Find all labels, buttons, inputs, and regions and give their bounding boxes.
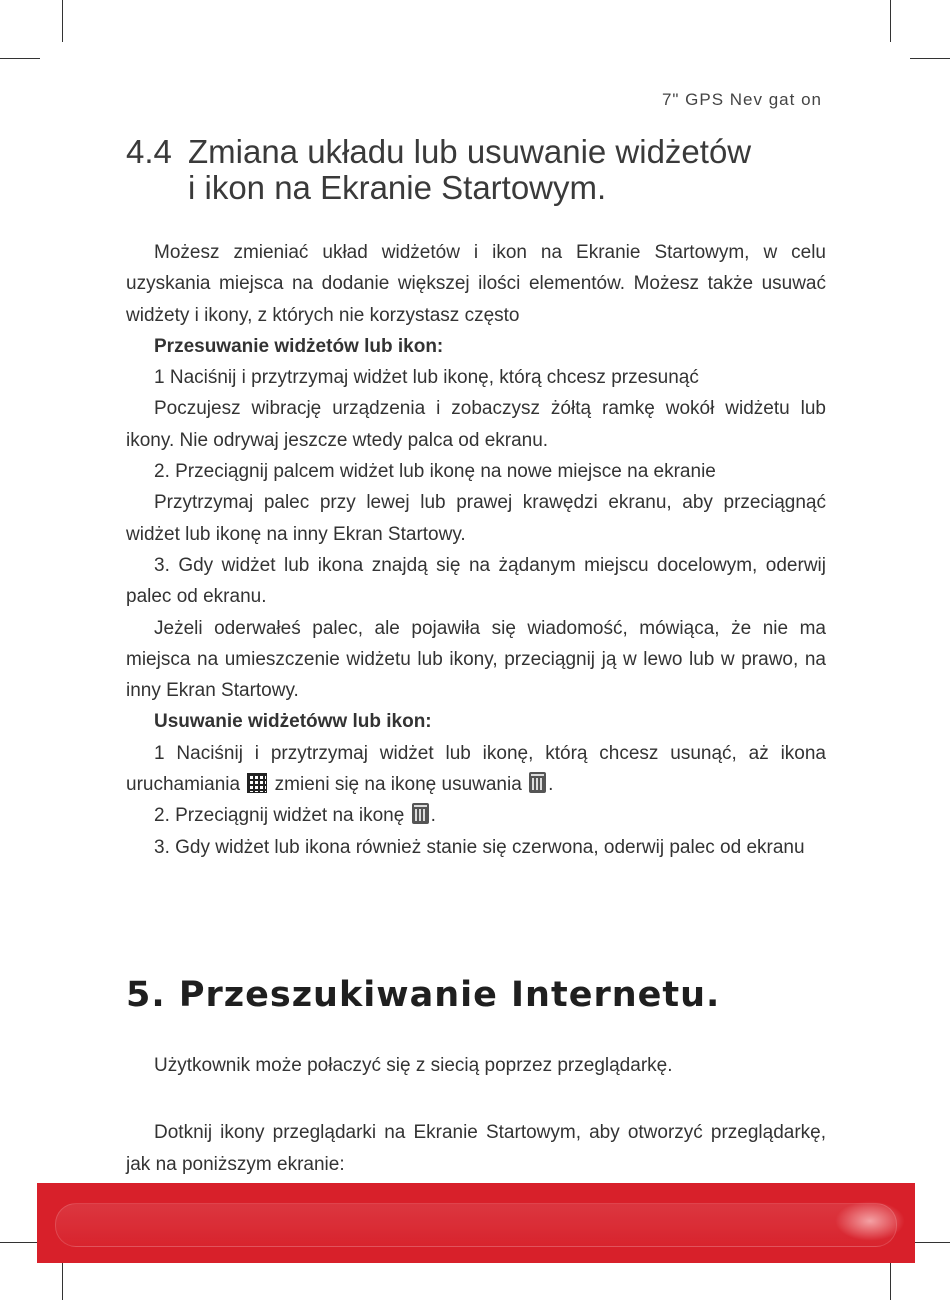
footer-band <box>37 1183 915 1263</box>
move-step-2: 2. Przeciągnij palcem widżet lub ikonę na nowe miejsce na ekranie <box>154 461 716 483</box>
move-step-3-note: Jeżeli oderwałeś palec, ale pojawiła się wiadomość, mówiąca, że nie ma miejsca na umieszczenie widżetu lub ikony, przeciągnij ją w lewo lub w prawo, na inny Ekran Startowy. <box>126 617 826 702</box>
chapter-title: 5. Przeszukiwanie Internetu. <box>126 975 721 1015</box>
remove-step-3: 3. Gdy widżet lub ikona również stanie się czerwona, oderwij palec od ekranu <box>154 836 805 858</box>
intro-paragraph: Możesz zmieniać układ widżetów i ikon na Ekranie Startowym, w celu uzyskania miejsca na dodanie większej ilości elementów. Możesz także usuwać widżety i ikony, z których nie korzystasz często <box>126 242 826 326</box>
crop-mark <box>0 1242 40 1243</box>
trash-icon <box>529 772 546 793</box>
remove-step-1-text-b: zmieni się na ikonę usuwania <box>274 774 522 796</box>
crop-mark <box>890 0 891 42</box>
remove-step-2-text-b: . <box>430 805 436 827</box>
remove-step-2 <box>126 800 826 831</box>
crop-mark <box>890 1262 891 1300</box>
move-heading: Przesuwanie widżetów lub ikon: <box>154 335 444 357</box>
chapter-paragraph-1: Użytkownik może połaczyć się z siecią poprzez przeglądarkę. <box>154 1055 673 1076</box>
running-header: 7" GPS Nev gat on <box>661 90 822 109</box>
crop-mark <box>62 0 63 42</box>
section-body <box>126 237 826 863</box>
chapter-body <box>126 1050 826 1180</box>
crop-mark <box>910 1242 950 1243</box>
section-title-line2: i ikon na Ekranie Startowym. <box>188 169 607 206</box>
chapter-paragraph-2: Dotknij ikony przeglądarki na Ekranie Startowym, aby otworzyć przeglądarkę, jak na poniższym ekranie: <box>126 1122 826 1175</box>
remove-step-1-text-a: 1 Naciśnij i przytrzymaj widżet lub ikonę, którą chcesz usunąć, aż ikona uruchamiania <box>126 742 826 796</box>
remove-step-1 <box>126 738 826 801</box>
remove-step-1-text-c: . <box>548 774 554 796</box>
move-step-2-note: Przytrzymaj palec przy lewej lub prawej krawędzi ekranu, aby przeciągnąć widżet lub ikonę na inny Ekran Startowy. <box>126 492 826 545</box>
remove-heading: Usuwanie widżetóww lub ikon: <box>154 711 432 733</box>
crop-mark <box>910 58 950 59</box>
move-step-3: 3. Gdy widżet lub ikona znajdą się na żądanym miejscu docelowym, oderwij palec od ekranu. <box>126 554 826 608</box>
paragraph-gap <box>126 1081 826 1117</box>
section-title-line1: Zmiana układu lub usuwanie widżetów <box>188 133 752 170</box>
trash-icon <box>412 803 429 824</box>
move-step-1: 1 Naciśnij i przytrzymaj widżet lub ikonę, którą chcesz przesunąć <box>154 367 699 389</box>
remove-step-2-text-a: 2. Przeciągnij widżet na ikonę <box>154 805 405 827</box>
section-title <box>126 134 826 206</box>
crop-mark <box>62 1262 63 1300</box>
move-step-1-note: Poczujesz wibrację urządzenia i zobaczysz żółtą ramkę wokół widżetu lub ikony. Nie odrywaj jeszcze wtedy palca od ekranu. <box>126 398 826 451</box>
section-number: 4.4 <box>126 133 172 170</box>
launcher-grid-icon <box>247 773 267 793</box>
crop-mark <box>0 58 40 59</box>
footer-highlight <box>835 1201 905 1241</box>
footer-bar <box>55 1203 897 1247</box>
